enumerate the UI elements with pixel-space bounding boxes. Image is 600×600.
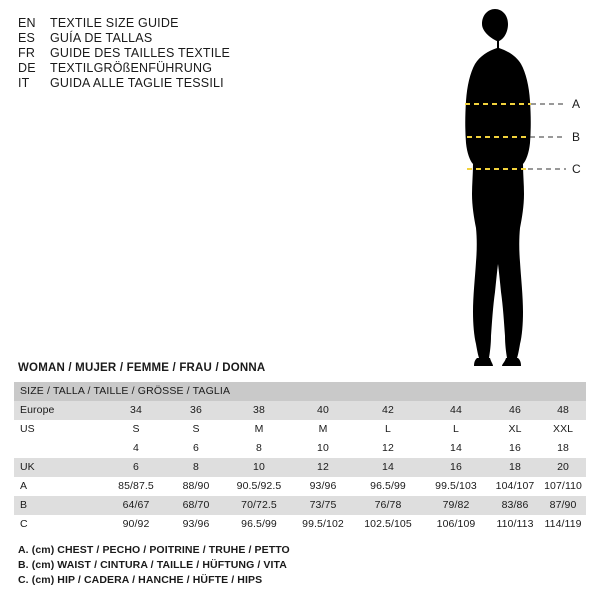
table-cell: 90.5/92.5: [236, 480, 282, 492]
table-cell: 88/90: [182, 480, 210, 492]
row-label: [14, 439, 106, 458]
table-cell: 85/87.5: [118, 480, 154, 492]
table-cell: 104/107: [495, 480, 535, 492]
table-cell: 46: [509, 404, 521, 416]
marker-label-c: C: [572, 162, 581, 176]
table-cell: 44: [450, 404, 462, 416]
table-cell: 12: [317, 461, 329, 473]
row-label: B: [20, 499, 28, 511]
table-row: [14, 439, 586, 458]
table-row: [14, 420, 586, 439]
table-cell: 42: [382, 404, 394, 416]
table-cell: S: [192, 423, 200, 435]
table-cell: S: [132, 423, 140, 435]
measurement-legend: [18, 543, 518, 588]
language-code: ES: [18, 31, 36, 45]
language-title: GUIDE DES TAILLES TEXTILE: [50, 46, 231, 60]
table-cell: 20: [557, 461, 569, 473]
table-cell: 93/96: [309, 480, 337, 492]
table-cell: 87/90: [549, 499, 577, 511]
table-cell: 107/110: [544, 480, 582, 492]
table-cell: 106/109: [436, 518, 476, 530]
female-body-silhouette-icon: [420, 6, 595, 371]
language-row: [18, 46, 318, 60]
legend-item-hip: C. (cm) HIP / CADERA / HANCHE / HÜFTE / HIPS: [18, 574, 263, 586]
size-table: [14, 382, 586, 534]
table-cell: 16: [450, 461, 462, 473]
table-cell: 99.5/102: [302, 518, 344, 530]
table-cell: 68/70: [182, 499, 210, 511]
table-row: [14, 458, 586, 477]
table-cell: 6: [193, 442, 199, 454]
table-cell: M: [254, 423, 264, 435]
row-label: Europe: [20, 404, 55, 416]
language-title: TEXTILGRÖßENFÜHRUNG: [50, 61, 213, 75]
table-cell: 90/92: [122, 518, 150, 530]
foot-right: [502, 358, 521, 366]
marker-label-a: A: [572, 97, 581, 111]
language-row: [18, 76, 318, 90]
table-header-row: [14, 382, 586, 401]
language-code: EN: [18, 16, 36, 30]
table-row: [14, 515, 586, 534]
table-cell: 14: [450, 442, 462, 454]
legend-item-waist: B. (cm) WAIST / CINTURA / TAILLE / HÜFTUNG / VITA: [18, 559, 287, 571]
table-cell: 8: [193, 461, 199, 473]
row-label: C: [20, 518, 28, 530]
table-cell: 83/86: [501, 499, 529, 511]
table-cell: 14: [382, 461, 394, 473]
table-cell: 34: [130, 404, 142, 416]
language-code: FR: [18, 46, 36, 60]
row-label: UK: [20, 461, 35, 473]
table-cell: 93/96: [182, 518, 210, 530]
table-cell: 64/67: [122, 499, 150, 511]
table-cell: 6: [133, 461, 139, 473]
table-cell: 73/75: [309, 499, 337, 511]
table-cell: 96.5/99: [241, 518, 277, 530]
table-cell: 16: [509, 442, 521, 454]
table-cell: 99.5/103: [435, 480, 477, 492]
table-cell: 36: [190, 404, 202, 416]
table-cell: 114/119: [544, 518, 582, 530]
table-cell: 12: [382, 442, 394, 454]
row-label: A: [20, 480, 28, 492]
table-cell: 18: [557, 442, 569, 454]
table-cell: 8: [256, 442, 262, 454]
language-row: [18, 16, 318, 30]
table-cell: 110/113: [496, 518, 534, 530]
table-cell: XXL: [552, 423, 574, 435]
language-row: [18, 61, 318, 75]
table-cell: 70/72.5: [241, 499, 277, 511]
row-label: US: [20, 423, 35, 435]
table-cell: 96.5/99: [370, 480, 406, 492]
table-cell: 48: [557, 404, 569, 416]
table-cell: 79/82: [442, 499, 470, 511]
table-cell: 40: [317, 404, 329, 416]
table-cell: L: [453, 423, 459, 435]
body-figure-area: [420, 6, 595, 371]
language-title: GUÍA DE TALLAS: [50, 31, 153, 45]
table-cell: 102.5/105: [364, 518, 412, 530]
table-cell: 10: [317, 442, 329, 454]
legend-item-chest: A. (cm) CHEST / PECHO / POITRINE / TRUHE / PETTO: [18, 544, 290, 556]
marker-label-b: B: [572, 130, 581, 144]
language-code: DE: [18, 61, 36, 75]
language-row: [18, 31, 318, 45]
table-row: [14, 496, 586, 515]
table-cell: L: [385, 423, 391, 435]
table-row: [14, 477, 586, 496]
section-title: WOMAN / MUJER / FEMME / FRAU / DONNA: [18, 362, 266, 374]
table-cell: 76/78: [374, 499, 402, 511]
table-row: [14, 401, 586, 420]
table-header-label: SIZE / TALLA / TAILLE / GRÖSSE / TAGLIA: [20, 385, 231, 397]
table-cell: XL: [508, 423, 522, 435]
language-title-block: [18, 16, 318, 91]
table-cell: 4: [133, 442, 139, 454]
language-title: TEXTILE SIZE GUIDE: [50, 16, 179, 30]
language-title: GUIDA ALLE TAGLIE TESSILI: [50, 76, 224, 90]
language-code: IT: [18, 76, 30, 90]
foot-left: [474, 358, 493, 366]
table-cell: 18: [509, 461, 521, 473]
table-cell: 10: [253, 461, 265, 473]
table-cell: 38: [253, 404, 265, 416]
table-cell: M: [318, 423, 328, 435]
